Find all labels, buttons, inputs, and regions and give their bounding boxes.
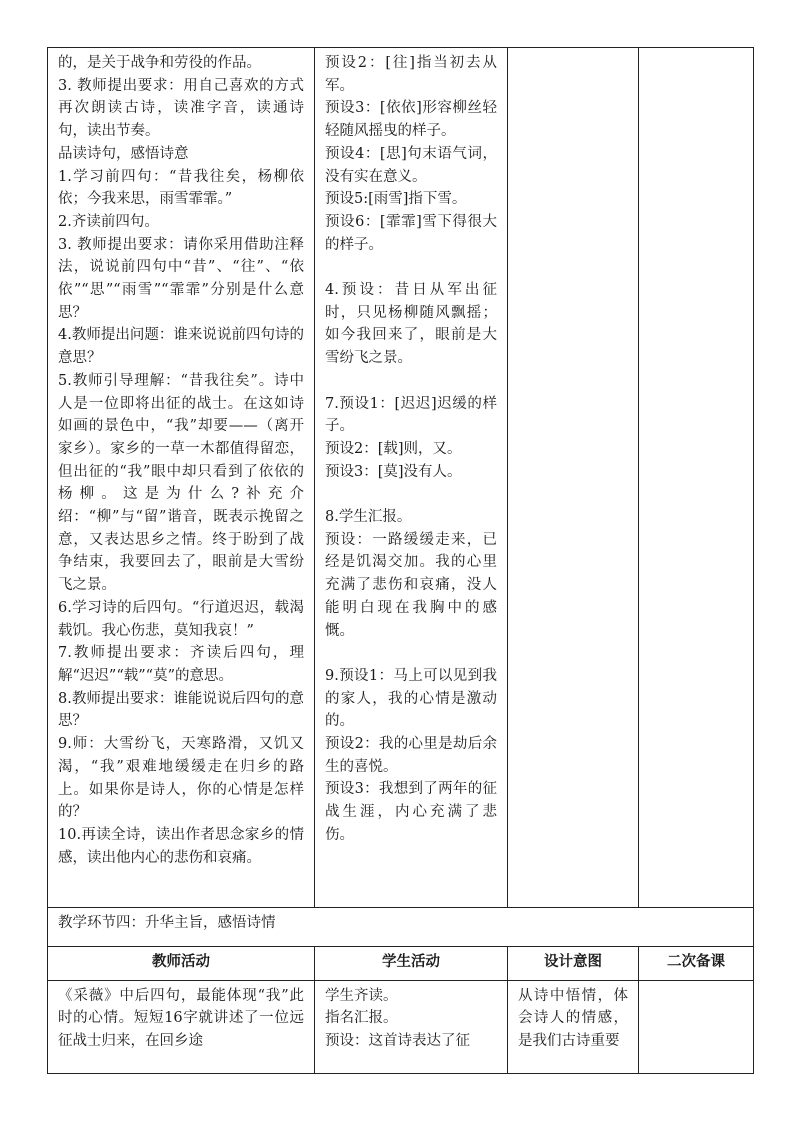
student-line: 预设3：[莫]没有人。 [325, 463, 462, 480]
spacer [325, 642, 497, 665]
second-prep-cell [639, 980, 754, 1073]
teacher-line: 1.学习前四句：“昔我往矣，杨柳依依；今我来思，雨雪霏霏。” [58, 168, 304, 208]
student-line: 预设2：[往]指当初去从军。 [325, 55, 497, 94]
header-student-activity: 学生活动 [315, 947, 508, 981]
student-line: 预设2：[载]则，又。 [325, 440, 462, 457]
spacer [325, 483, 497, 506]
teacher-line: 的，是关于战争和劳役的作品。 [58, 55, 261, 71]
spacer [325, 256, 497, 279]
teacher-activity-cell [48, 980, 315, 1073]
student-line: 指名汇报。 [325, 1010, 398, 1027]
second-prep-cell [639, 48, 754, 908]
design-intent-cell [508, 48, 639, 908]
student-line: 预设：一路缓缓走来，已经是饥渴交加。我的心里充满了悲伤和哀痛，没人能明白现在我胸中的感慨。 [325, 531, 497, 639]
student-activity-cell [315, 980, 508, 1073]
header-row [48, 947, 754, 981]
student-line: 预设：这首诗表达了征 [325, 1033, 470, 1050]
section-title: 教学环节四：升华主旨，感悟诗情 [48, 908, 754, 947]
student-activity-cell [315, 48, 508, 908]
intent-line: 从诗中悟情，体会诗人的情感，是我们古诗重要 [518, 987, 628, 1050]
teacher-activity-cell [48, 48, 315, 908]
student-line: 7.预设1：[迟迟]迟缓的样子。 [325, 395, 497, 435]
lesson-plan-table [47, 47, 754, 1074]
teacher-line: 2.齐读前四句。 [58, 213, 159, 230]
content-row [48, 48, 754, 908]
header-design-intent: 设计意图 [508, 947, 639, 981]
header-second-prep: 二次备课 [639, 947, 754, 981]
student-line: 预设3：我想到了两年的征战生涯，内心充满了悲伤。 [325, 781, 497, 843]
student-line: 预设4：[思]句末语气词，没有实在意义。 [325, 145, 497, 185]
spacer [325, 370, 497, 393]
student-line: 预设3：[依依]形容柳丝轻轻随风摇曳的样子。 [325, 100, 497, 140]
teacher-line: 8.教师提出要求：谁能说说后四句的意思？ [58, 690, 304, 730]
teacher-line: 4.教师提出问题：谁来说说前四句诗的意思？ [58, 327, 304, 367]
teacher-line: 3. 教师提出要求：请你采用借助注释法，说说前四句中“昔”、“往”、“依依”“思”“雨雪”“霏霏”分别是什么意思？ [58, 236, 304, 321]
student-line: 8.学生汇报。 [325, 509, 412, 526]
bottom-row [48, 980, 754, 1073]
teacher-line: 9.师：大雪纷飞，天寒路滑，又饥又渴，“我”艰难地缓缓走在归乡的路上。如果你是诗人，你的心情是怎样的？ [58, 736, 304, 821]
teacher-line: 7.教师提出要求：齐读后四句，理解“迟迟”“载”“莫”的意思。 [58, 645, 304, 684]
teacher-line: 5.教师引导理解：“昔我往矣”。诗中人是一位即将出征的战士。在这如诗如画的景色中，“我”却要——（离开家乡）。家乡的一草一木都值得留恋，但出征的“我”眼中却只看到了依依的杨柳。这是为什么?补充介绍：“柳”与“留”谐音，既表示挽留之意，又表达思乡之情。终于盼到了战争结束，我要回去了，眼前是大雪纷飞之景。 [58, 372, 304, 594]
student-line: 预设5:[雨雪]指下雪。 [325, 191, 467, 208]
student-line: 学生齐读。 [325, 987, 398, 1004]
header-teacher-activity: 教师活动 [48, 947, 315, 981]
student-line: 9.预设1：马上可以见到我的家人，我的心情是激动的。 [325, 667, 497, 730]
section-row [48, 908, 754, 947]
student-line: 预设2：我的心里是劫后余生的喜悦。 [325, 736, 497, 775]
teacher-line: 品读诗句，感悟诗意 [58, 145, 189, 162]
teacher-line: 3. 教师提出要求：用自己喜欢的方式再次朗读古诗，读准字音，读通诗句，读出节奏。 [58, 77, 304, 140]
teacher-line: 6.学习诗的后四句。“行道迟迟，载渴载饥。我心伤悲，莫知我哀！” [58, 599, 304, 639]
design-intent-cell [508, 980, 639, 1073]
teacher-line: 10.再读全诗，读出作者思念家乡的情感，读出他内心的悲伤和哀痛。 [58, 826, 304, 866]
student-line: 预设6：[霏霏]雪下得很大的样子。 [325, 213, 497, 253]
student-line: 4.预设：昔日从军出征时，只见杨柳随风飘摇；如今我回来了，眼前是大雪纷飞之景。 [325, 282, 497, 367]
teacher-line: 《采薇》中后四句，最能体现“我”此时的心情。短短16字就讲述了一位远征战士归来，在回乡途 [58, 987, 304, 1050]
